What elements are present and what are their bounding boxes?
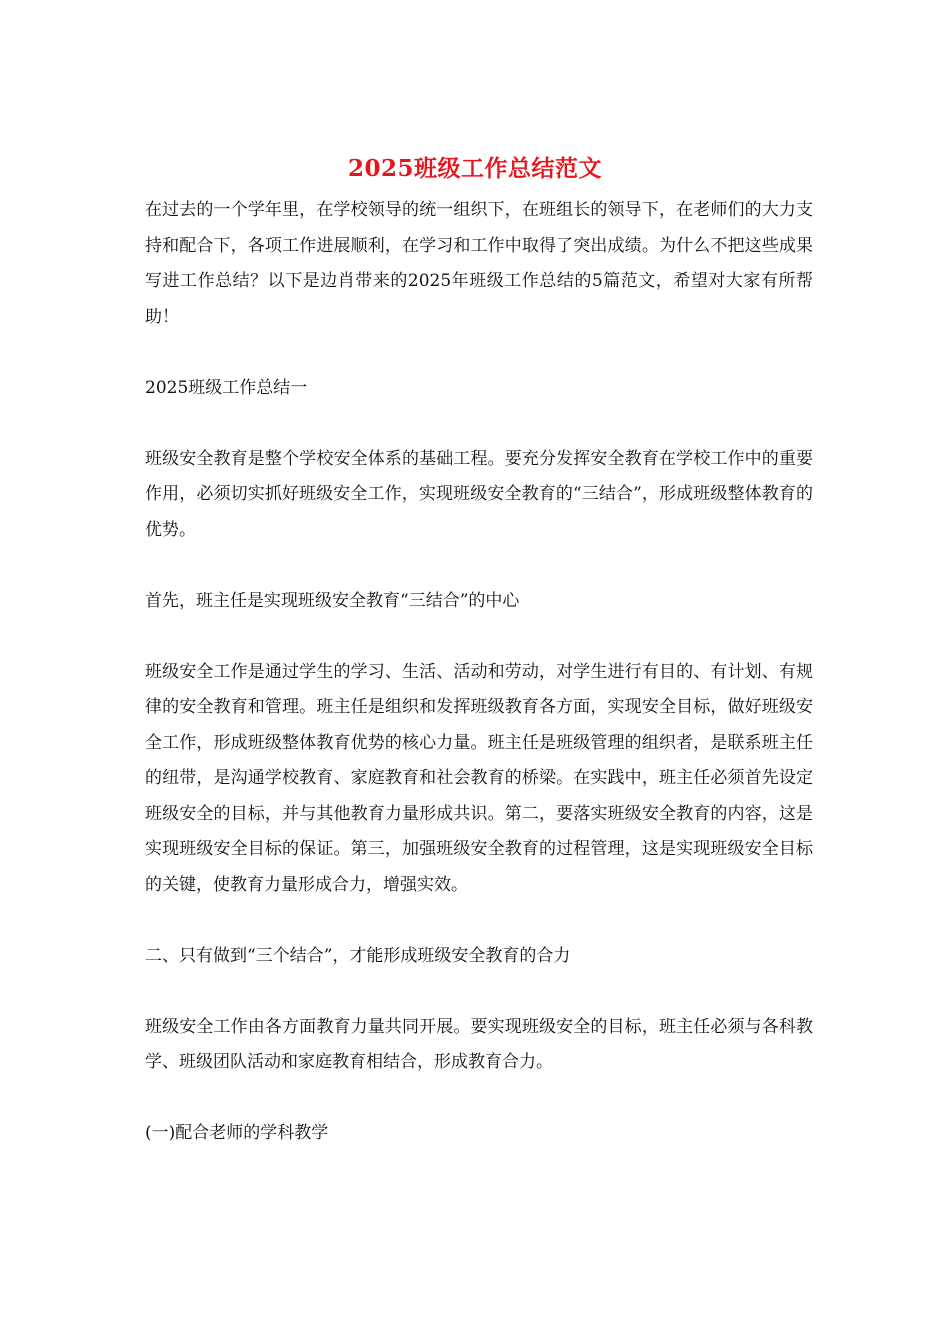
document-title: 2025班级工作总结范文 xyxy=(347,155,602,182)
intro-paragraph: 在过去的一个学年里，在学校领导的统一组织下，在班组长的领导下，在老师们的大力支持和配合下，各项工作进展顺利，在学习和工作中取得了突出成绩。为什么不把这些成果写进工作总结？以下是边肖带来的2025年班级工作总结的5篇范文，希望对大家有所帮助！ xyxy=(145,200,813,327)
subheading-item-one: (一)配合老师的学科教学 xyxy=(145,1123,329,1143)
body-paragraph: 班级安全工作是通过学生的学习、生活、活动和劳动，对学生进行有目的、有计划、有规律的安全教育和管理。班主任是组织和发挥班级教育各方面，实现安全目标，做好班级安全工作，形成班级整体教育优势的核心力量。班主任是班级管理的组织者，是联系班主任的纽带，是沟通学校教育、家庭教育和社会教育的桥梁。在实践中，班主任必须首先设定班级安全的目标，并与其他教育力量形成共识。第二，要落实班级安全教育的内容，这是实现班级安全目标的保证。第三，加强班级安全教育的过程管理，这是实现班级安全目标的关键，使教育力量形成合力，增强实效。 xyxy=(145,661,813,895)
body-paragraph: 班级安全工作由各方面教育力量共同开展。要实现班级安全的目标，班主任必须与各科教学、班级团队活动和家庭教育相结合，形成教育合力。 xyxy=(145,1016,813,1072)
subheading-second: 二、只有做到“三个结合”，才能形成班级安全教育的合力 xyxy=(145,945,571,966)
document-body xyxy=(145,193,813,1152)
body-paragraph: 班级安全教育是整个学校安全体系的基础工程。要充分发挥安全教育在学校工作中的重要作用，必须切实抓好班级安全工作，实现班级安全教育的“三结合”，形成班级整体教育的优势。 xyxy=(145,448,813,540)
section-heading-one: 2025班级工作总结一 xyxy=(145,377,308,398)
subheading-first: 首先，班主任是实现班级安全教育“三结合”的中心 xyxy=(145,590,520,611)
